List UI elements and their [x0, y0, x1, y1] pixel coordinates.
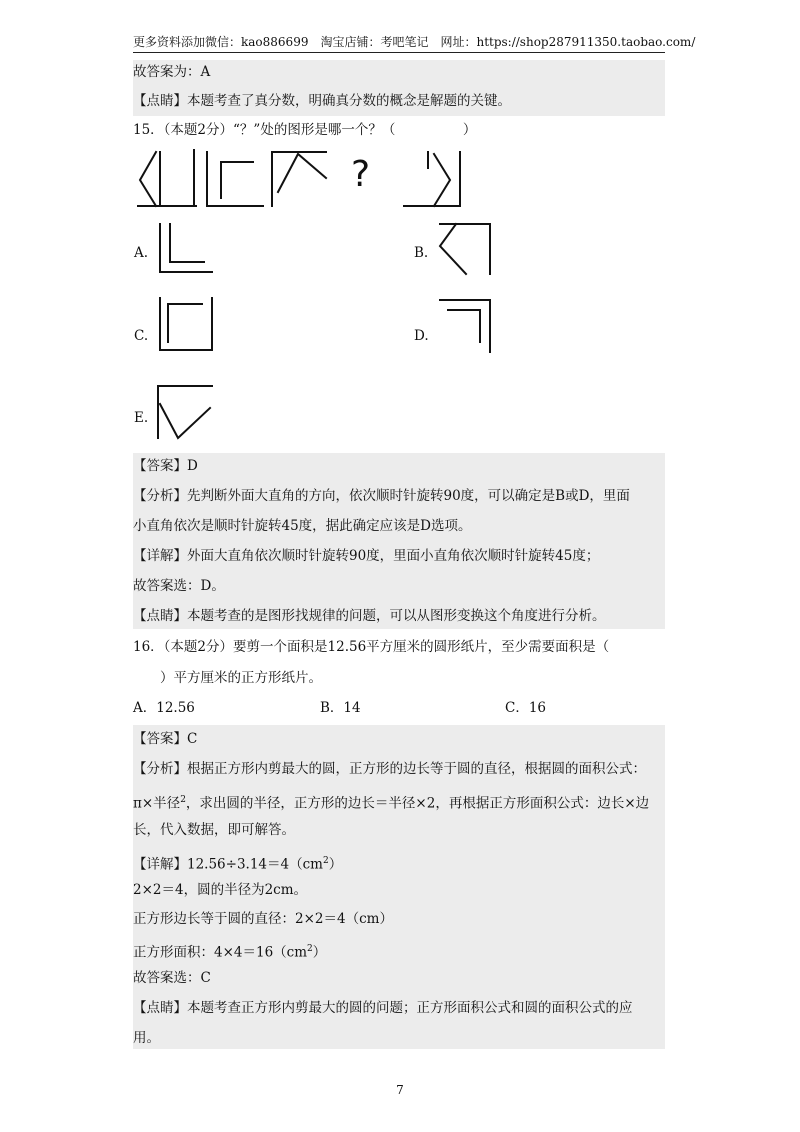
q16-analysis-2 — [133, 790, 649, 814]
q15-sequence-figure-5 — [402, 148, 464, 210]
q16-note-2: 用。 — [133, 1030, 160, 1046]
q15-note: 【点睛】本题考查的是图形找规律的问题，可以从图形变换这个角度进行分析。 — [133, 608, 606, 624]
q15-option-c-label: C. — [134, 328, 149, 344]
q16-detail-1 — [133, 851, 342, 875]
q16-analysis-2-sup: 2 — [180, 795, 186, 805]
q16-stem-2: ）平方厘米的正方形纸片。 — [160, 670, 322, 686]
q15-option-d-figure — [436, 296, 496, 356]
q15-option-a-label: A. — [134, 245, 149, 261]
q15-answer: 【答案】D — [133, 458, 198, 474]
q14-answer-line: 故答案为：A — [133, 64, 211, 80]
q16-detail-1b: ） — [328, 856, 343, 873]
q16-detail-1-sup: 2 — [322, 856, 329, 866]
q16-detail-3: 正方形边长等于圆的直径：2×2＝4（cm） — [133, 911, 393, 927]
q16-detail-4b: ） — [312, 944, 327, 961]
q16-detail-4-sup: 2 — [307, 944, 313, 954]
q16-analysis-1: 【分析】根据正方形内剪最大的圆，正方形的边长等于圆的直径，根据圆的面积公式： — [133, 761, 646, 777]
q14-note-line: 【点睛】本题考查了真分数，明确真分数的概念是解题的关键。 — [133, 93, 511, 109]
q16-analysis-2a: π×半径 — [133, 795, 181, 812]
q16-note-1: 【点睛】本题考查正方形内剪最大的圆的问题；正方形面积公式和圆的面积公式的应 — [133, 1000, 633, 1016]
q15-analysis-2: 小直角依次是顺时针旋转45度，据此确定应该是D选项。 — [133, 518, 472, 534]
q15-option-e-label: E. — [134, 410, 149, 426]
q15-sequence-figure-3 — [268, 148, 330, 210]
q15-option-a-figure — [156, 220, 216, 276]
page-number: 7 — [396, 1083, 404, 1097]
q16-detail-1a: 【详解】12.56÷3.14＝4（cm — [133, 856, 323, 873]
q15-option-c-figure — [156, 294, 216, 354]
q16-conclusion: 故答案选：C — [133, 970, 211, 986]
q16-option-a: A．12.56 — [133, 700, 195, 716]
q16-option-c: C．16 — [505, 700, 547, 716]
q15-solution-shade — [133, 453, 665, 629]
q16-analysis-3: 长，代入数据，即可解答。 — [133, 822, 295, 838]
q16-detail-2: 2×2＝4，圆的半径为2cm。 — [133, 882, 308, 898]
q15-question-mark: ? — [351, 154, 371, 195]
q15-sequence-figure-2 — [203, 148, 265, 210]
q15-option-e-figure — [154, 382, 216, 442]
q15-option-d-label: D. — [414, 328, 429, 344]
q16-detail-4a: 正方形面积：4×4＝16（cm — [133, 944, 308, 961]
q15-option-b-label: B. — [414, 245, 429, 261]
q15-sequence-figure-1 — [136, 148, 198, 210]
q16-option-b: B．14 — [320, 700, 361, 716]
q16-detail-4 — [133, 939, 326, 963]
q15-stem: 15．（本题2分）“？”处的图形是哪一个？（ ） — [133, 122, 477, 138]
page-header: 更多资料添加微信：kao886699 淘宝店铺：考吧笔记 网址：https://shop287911350.taobao.com/ — [133, 32, 665, 53]
q16-analysis-2b: ，求出圆的半径，正方形的边长＝半径×2，再根据正方形面积公式：边长×边 — [185, 795, 650, 812]
q16-answer: 【答案】C — [133, 731, 198, 747]
q15-conclusion: 故答案选：D。 — [133, 578, 225, 594]
q16-stem-1: 16．（本题2分）要剪一个面积是12.56平方厘米的圆形纸片，至少需要面积是（ — [133, 639, 610, 655]
q15-option-b-figure — [436, 220, 496, 276]
q15-analysis-1: 【分析】先判断外面大直角的方向，依次顺时针旋转90度，可以确定是B或D，里面 — [133, 488, 630, 504]
q15-detail: 【详解】外面大直角依次顺时针旋转90度，里面小直角依次顺时针旋转45度； — [133, 548, 600, 564]
